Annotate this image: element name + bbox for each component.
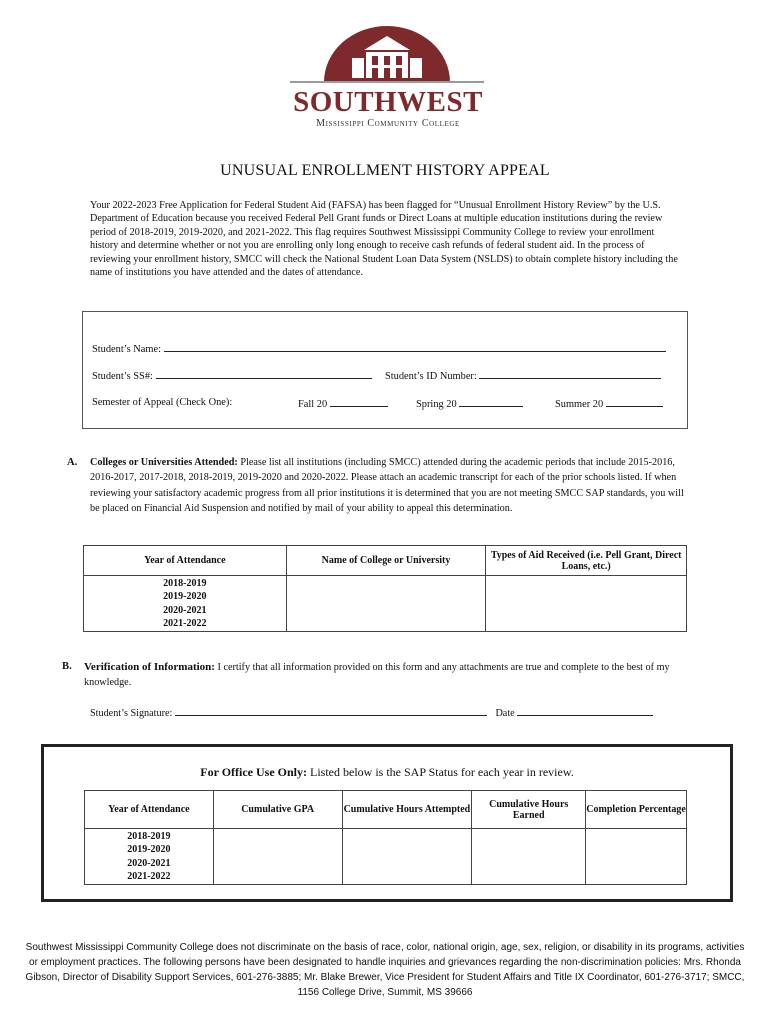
summer-option bbox=[555, 397, 663, 410]
summer-label: Summer 20 bbox=[555, 399, 604, 410]
years-cell bbox=[84, 576, 287, 632]
office-heading-bold: For Office Use Only: bbox=[200, 765, 308, 779]
section-b-text bbox=[84, 660, 684, 691]
spring-label: Spring 20 bbox=[416, 399, 457, 410]
colleges-table bbox=[83, 545, 687, 632]
logo-brand: SOUTHWEST bbox=[293, 86, 483, 118]
section-b-body: I certify that all information provided on this form and any attachments are true and complete to the best of my knowledge. bbox=[84, 662, 670, 689]
student-name-label: Student’s Name: bbox=[92, 344, 161, 355]
fall-option bbox=[298, 397, 388, 410]
date-field[interactable] bbox=[517, 706, 653, 716]
section-b-heading: Verification of Information: bbox=[84, 661, 215, 673]
spring-option bbox=[416, 397, 523, 410]
student-id-row bbox=[385, 369, 661, 382]
college-name-cell[interactable] bbox=[286, 576, 486, 632]
page-title: UNUSUAL ENROLLMENT HISTORY APPEAL bbox=[220, 162, 550, 179]
office-heading-rest: Listed below is the SAP Status for each year in review. bbox=[310, 765, 574, 779]
semester-label: Semester of Appeal (Check One): bbox=[92, 397, 233, 408]
sap-earned-header: Cumulative Hours Earned bbox=[472, 791, 586, 829]
sap-year-row: 2021-2022 bbox=[127, 871, 171, 882]
signature-field[interactable] bbox=[175, 706, 487, 716]
year-row: 2020-2021 bbox=[163, 604, 207, 616]
section-b-marker: B. bbox=[62, 661, 72, 672]
sap-gpa-cell[interactable] bbox=[213, 829, 342, 885]
sap-gpa-header: Cumulative GPA bbox=[213, 791, 342, 829]
student-info-box bbox=[82, 311, 688, 429]
sap-attempted-header: Cumulative Hours Attempted bbox=[342, 791, 472, 829]
section-a-heading: Colleges or Universities Attended: bbox=[90, 457, 238, 468]
summer-checkbox-field[interactable] bbox=[606, 397, 663, 407]
sap-year-header: Year of Attendance bbox=[85, 791, 214, 829]
spring-checkbox-field[interactable] bbox=[459, 397, 523, 407]
date-label: Date bbox=[495, 708, 515, 719]
student-name-field[interactable] bbox=[164, 342, 666, 352]
col-year-header: Year of Attendance bbox=[84, 546, 287, 576]
aid-types-cell[interactable] bbox=[486, 576, 687, 632]
sap-year-row: 2019-2020 bbox=[127, 844, 171, 855]
sap-earned-cell[interactable] bbox=[472, 829, 586, 885]
student-id-label: Student’s ID Number: bbox=[385, 371, 477, 382]
year-row: 2019-2020 bbox=[163, 591, 207, 602]
student-ssn-field[interactable] bbox=[156, 369, 372, 379]
student-ssn-label: Student’s SS#: bbox=[92, 371, 153, 382]
college-logo bbox=[282, 24, 492, 136]
sap-year-row: 2020-2021 bbox=[127, 857, 171, 869]
sap-attempted-cell[interactable] bbox=[342, 829, 472, 885]
section-a-body: Please list all institutions (including SMCC) attended during the academic periods that include 2015-2016, 2016-2017, 2017-2018, 2018-2019, 2019-2020 and 2020-2022. Please attach an academic transcript for each of the prior schools listed. If when reviewing your satisfactory academic progress from all prior institutions it is determined that you are not meeting SMCC SAP standards, you will be placed on Financial Aid Suspension and notified by mail of your ability to appeal this determination. bbox=[90, 457, 684, 515]
sap-year-row: 2018-2019 bbox=[127, 830, 171, 842]
student-name-row bbox=[92, 342, 666, 355]
sap-years-cell bbox=[85, 829, 214, 885]
signature-label: Student’s Signature: bbox=[90, 708, 173, 719]
fall-label: Fall 20 bbox=[298, 399, 328, 410]
intro-paragraph: Your 2022-2023 Free Application for Federal Student Aid (FAFSA) has been flagged for “Unusual Enrollment History Review” by the U.S. Department of Education because you received Federal Pell Grant funds or Direct Loans at multiple education institutions during the review period of 2018-2019, 2019-2020, and 2021-2022. This flag requires Southwest Mississippi Community College to review your enrollment history and determine whether or not you are enrolling only long enough to receive cash refunds of federal student aid. In the process of reviewing your enrollment history, SMCC will check the National Student Loan Data System (NSLDS) to obtain complete history including the name of institutions you have attended and the dates of attendance. bbox=[90, 200, 678, 279]
sap-completion-header: Completion Percentage bbox=[586, 791, 687, 829]
sap-completion-cell[interactable] bbox=[586, 829, 687, 885]
office-heading bbox=[44, 765, 730, 780]
section-a-marker: A. bbox=[67, 457, 78, 468]
nondiscrimination-footer: Southwest Mississippi Community College does not discriminate on the basis of race, color, national origin, age, sex, religion, or disability in its programs, activities or employment practices. The following persons have been designated to handle inquiries and grievances regarding the non-discrimination policies: Mrs. Rhonda Gibson, Director of Disability Support Services, 601-276-3885; Mr. Blake Brewer, Vice President for Student Affairs and Title IX Coordinator, 601-276-3717; SMCC, 1156 College Drive, Summit, MS 39666 bbox=[25, 942, 745, 998]
fall-checkbox-field[interactable] bbox=[330, 397, 388, 407]
logo-subtitle: Mississippi Community College bbox=[316, 118, 460, 129]
sap-status-table bbox=[84, 790, 687, 885]
building-arch-icon bbox=[282, 24, 492, 88]
col-aid-header: Types of Aid Received (i.e. Pell Grant, Direct Loans, etc.) bbox=[486, 546, 687, 576]
student-id-field[interactable] bbox=[479, 369, 661, 379]
section-a-text bbox=[90, 455, 685, 517]
col-college-header: Name of College or University bbox=[286, 546, 486, 576]
student-ssn-row bbox=[92, 369, 372, 382]
year-row: 2018-2019 bbox=[163, 577, 207, 589]
year-row: 2021-2022 bbox=[163, 618, 207, 629]
signature-row bbox=[90, 706, 653, 719]
